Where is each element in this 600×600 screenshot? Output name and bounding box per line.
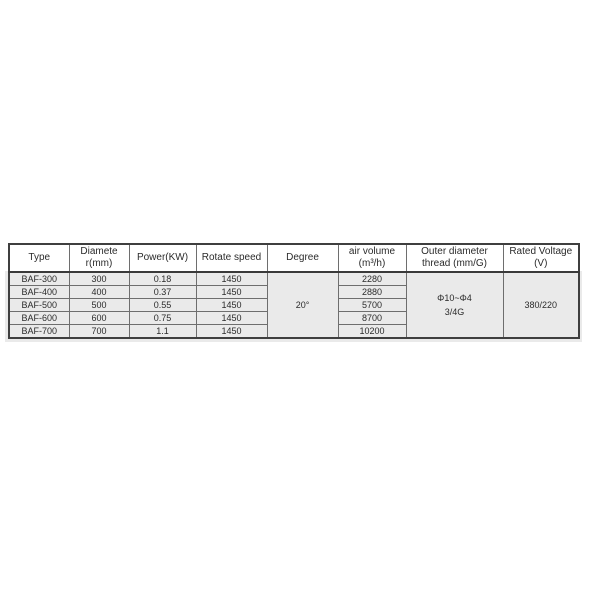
header-cell-rated-voltage bbox=[503, 244, 579, 272]
header-cell-type bbox=[9, 244, 69, 272]
cell-power: 0.55 bbox=[129, 299, 196, 312]
outer-thread-line1: Φ10~Φ4 bbox=[437, 293, 472, 303]
header-outer-thread-line2: thread (mm/G) bbox=[421, 258, 487, 269]
cell-outer-thread-merged bbox=[406, 272, 503, 338]
cell-diameter: 300 bbox=[69, 272, 129, 286]
header-cell-rotate-speed bbox=[196, 244, 267, 272]
header-row bbox=[9, 244, 579, 272]
cell-type: BAF-400 bbox=[9, 286, 69, 299]
cell-diameter: 400 bbox=[69, 286, 129, 299]
cell-degree-merged: 20° bbox=[267, 272, 338, 338]
header-outer-thread-line1: Outer diameter bbox=[421, 246, 488, 257]
header-diameter-line1: Diamete bbox=[80, 246, 118, 257]
cell-air-volume: 2880 bbox=[338, 286, 406, 299]
cell-power: 0.75 bbox=[129, 312, 196, 325]
cell-power: 0.37 bbox=[129, 286, 196, 299]
cell-type: BAF-300 bbox=[9, 272, 69, 286]
cell-air-volume: 8700 bbox=[338, 312, 406, 325]
cell-rotate-speed: 1450 bbox=[196, 312, 267, 325]
cell-rotate-speed: 1450 bbox=[196, 286, 267, 299]
header-cell-outer-thread bbox=[406, 244, 503, 272]
table-row bbox=[9, 272, 579, 286]
cell-diameter: 600 bbox=[69, 312, 129, 325]
cell-rotate-speed: 1450 bbox=[196, 272, 267, 286]
cell-power: 1.1 bbox=[129, 325, 196, 339]
cell-air-volume: 5700 bbox=[338, 299, 406, 312]
header-air-volume-line1: air volume bbox=[348, 246, 396, 257]
header-rated-voltage-line2: (V) bbox=[534, 258, 548, 269]
header-cell-air-volume bbox=[338, 244, 406, 272]
cell-type: BAF-500 bbox=[9, 299, 69, 312]
cell-diameter: 500 bbox=[69, 299, 129, 312]
outer-thread-line2: 3/4G bbox=[444, 307, 465, 317]
cell-type: BAF-600 bbox=[9, 312, 69, 325]
header-air-volume-line2: (m³/h) bbox=[358, 258, 386, 269]
header-diameter-line2: r(mm) bbox=[85, 258, 113, 269]
header-cell-diameter bbox=[69, 244, 129, 272]
header-cell-power bbox=[129, 244, 196, 272]
header-degree-line1: Degree bbox=[286, 252, 319, 263]
header-rotate-speed-line1: Rotate speed bbox=[201, 252, 262, 263]
cell-air-volume: 2280 bbox=[338, 272, 406, 286]
spec-table-container bbox=[8, 243, 578, 339]
cell-rated-voltage-merged: 380/220 bbox=[503, 272, 579, 338]
header-power-line1: Power(KW) bbox=[136, 252, 189, 263]
header-cell-degree bbox=[267, 244, 338, 272]
cell-rotate-speed: 1450 bbox=[196, 325, 267, 339]
fan-spec-table bbox=[8, 243, 580, 339]
header-type-line1: Type bbox=[28, 252, 51, 263]
cell-type: BAF-700 bbox=[9, 325, 69, 339]
cell-air-volume: 10200 bbox=[338, 325, 406, 339]
cell-power: 0.18 bbox=[129, 272, 196, 286]
header-rated-voltage-line1: Rated Voltage bbox=[509, 246, 573, 257]
cell-rotate-speed: 1450 bbox=[196, 299, 267, 312]
cell-diameter: 700 bbox=[69, 325, 129, 339]
